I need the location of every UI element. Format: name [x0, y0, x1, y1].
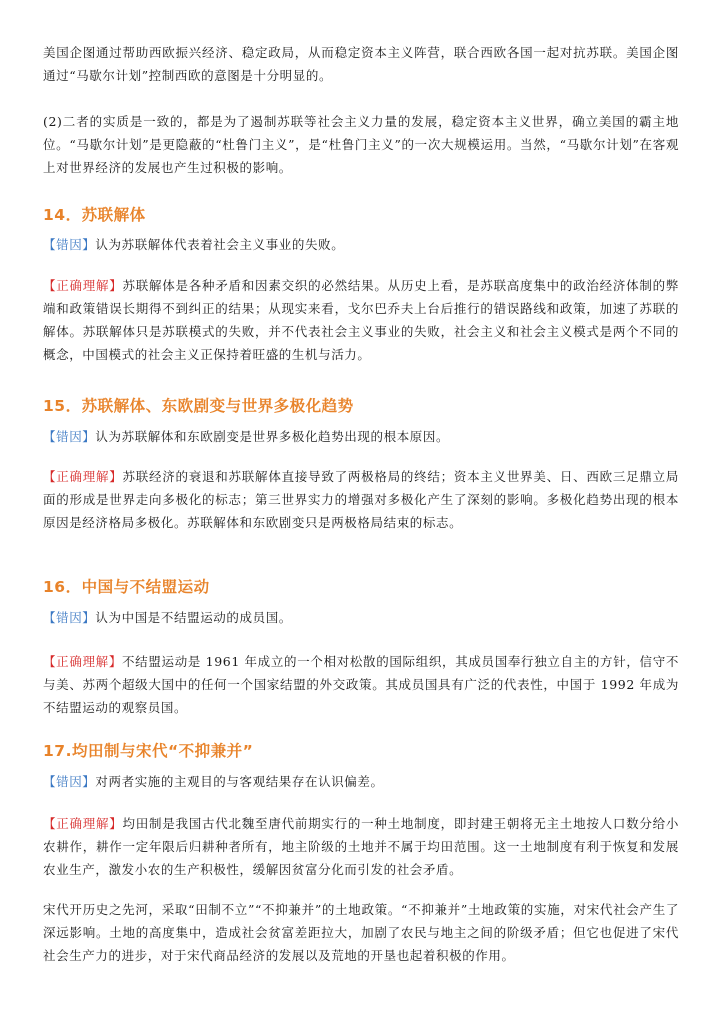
- error-text: 认为苏联解体和东欧剧变是世界多极化趋势出现的根本原因。: [95, 429, 450, 444]
- error-cause-15: [43, 425, 679, 448]
- correct-understanding-14: [43, 274, 679, 366]
- error-cause-14: [43, 233, 679, 256]
- error-text: 对两者实施的主观目的与客观结果存在认识偏差。: [95, 774, 384, 789]
- paragraph-marshall-essence: [43, 110, 679, 179]
- body-text: 美国企图通过帮助西欧振兴经济、稳定政局，从而稳定资本主义阵营，联合西欧各国一起对抗苏联。美国企图通过“马歇尔计划”控制西欧的意图是十分明显的。: [43, 45, 679, 83]
- section-heading: 16．中国与不结盟运动: [43, 578, 210, 596]
- correct-label: 【正确理解】: [43, 278, 123, 293]
- paragraph-song-land-policy: [43, 898, 679, 967]
- error-label: 【错因】: [43, 610, 96, 625]
- section-15: [43, 393, 679, 419]
- body-text: 宋代开历史之先河，采取“田制不立”“不抑兼并”的土地政策。“不抑兼并”土地政策的实施，对宋代社会产生了深远影响。土地的高度集中，造成社会贫富差距拉大，加剧了农民与地主之间的阶级矛盾；但它也促进了宋代社会生产力的进步，对于宋代商品经济的发展以及荒地的开垦也起着积极的作用。: [43, 902, 679, 963]
- error-label: 【错因】: [43, 774, 96, 789]
- correct-understanding-16: [43, 650, 679, 719]
- section-17: [43, 738, 679, 764]
- error-text: 认为中国是不结盟运动的成员国。: [95, 610, 292, 625]
- section-14: [43, 202, 679, 228]
- section-heading: 15．苏联解体、东欧剧变与世界多极化趋势: [43, 397, 354, 415]
- correct-label: 【正确理解】: [43, 654, 123, 669]
- error-label: 【错因】: [43, 237, 96, 252]
- paragraph-marshall-intent: [43, 41, 679, 87]
- correct-label: 【正确理解】: [43, 816, 123, 831]
- body-text: (2)二者的实质是一致的，都是为了遏制苏联等社会主义力量的发展，稳定资本主义世界，确立美国的霸主地位。“马歇尔计划”是更隐蔽的“杜鲁门主义”，是“杜鲁门主义”的一次大规模运用。当然，“马歇尔计划”在客观上对世界经济的发展也产生过积极的影响。: [43, 114, 679, 175]
- correct-label: 【正确理解】: [43, 469, 123, 484]
- correct-understanding-17: [43, 812, 679, 881]
- error-cause-16: [43, 606, 679, 629]
- correct-text: 苏联解体是各种矛盾和因素交织的必然结果。从历史上看，是苏联高度集中的政治经济体制的弊端和政策错误长期得不到纠正的结果；从现实来看，戈尔巴乔夫上台后推行的错误路线和政策，加速了苏联的解体。苏联解体只是苏联模式的失败，并不代表社会主义事业的失败，社会主义和社会主义模式是两个不同的概念，中国模式的社会主义正保持着旺盛的生机与活力。: [43, 278, 680, 362]
- section-heading: 17.均田制与宋代“不抑兼并”: [43, 742, 254, 760]
- error-cause-17: [43, 770, 679, 793]
- error-label: 【错因】: [43, 429, 96, 444]
- correct-text: 苏联经济的衰退和苏联解体直接导致了两极格局的终结；资本主义世界美、日、西欧三足鼎立局面的形成是世界走向多极化的标志；第三世界实力的增强对多极化产生了深刻的影响。多极化趋势出现的根本原因是经济格局多极化。苏联解体和东欧剧变只是两极格局结束的标志。: [43, 469, 680, 530]
- section-16: [43, 574, 679, 600]
- correct-text: 不结盟运动是 1961 年成立的一个相对松散的国际组织，其成员国奉行独立自主的方针，信守不与美、苏两个超级大国中的任何一个国家结盟的外交政策。其成员国具有广泛的代表性，中国于 1992 年成为不结盟运动的观察员国。: [43, 654, 679, 715]
- section-heading: 14．苏联解体: [43, 206, 146, 224]
- correct-understanding-15: [43, 465, 679, 534]
- correct-text: 均田制是我国古代北魏至唐代前期实行的一种土地制度，即封建王朝将无主土地按人口数分给小农耕作，耕作一定年限后归耕种者所有，地主阶级的土地并不属于均田范围。这一土地制度有利于恢复和发展农业生产，激发小农的生产积极性，缓解因贫富分化而引发的社会矛盾。: [43, 816, 680, 877]
- error-text: 认为苏联解体代表着社会主义事业的失败。: [95, 237, 345, 252]
